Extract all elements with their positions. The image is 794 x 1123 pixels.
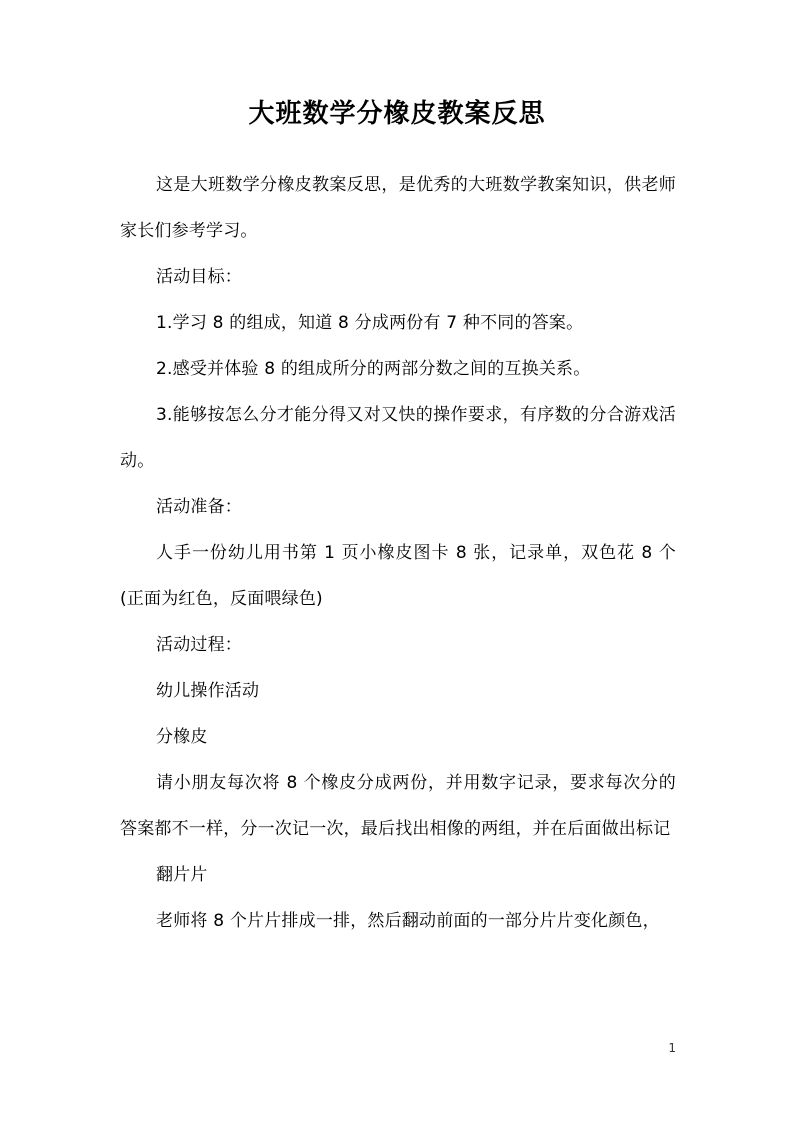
heading-activity-preparation: 活动准备： xyxy=(156,497,242,517)
heading-activity-goals: 活动目标： xyxy=(156,267,242,287)
subheading-flip-cards: 翻片片 xyxy=(156,865,208,885)
document-body xyxy=(120,162,676,944)
paragraph-divide-erasers: 请小朋友每次将 8 个橡皮分成两份，并用数字记录，要求每次分的答案都不一样，分一次记一次，最后找出相像的两组，并在后面做出标记 xyxy=(120,773,676,839)
subheading-child-operation: 幼儿操作活动 xyxy=(156,681,260,701)
paragraph-intro: 这是大班数学分橡皮教案反思，是优秀的大班数学教案知识，供老师家长们参考学习。 xyxy=(120,175,676,241)
paragraph-preparation: 人手一份幼儿用书第 1 页小橡皮图卡 8 张，记录单，双色花 8 个(正面为红色，反面喂绿色) xyxy=(120,543,676,609)
goal-item-1: 1.学习 8 的组成，知道 8 分成两份有 7 种不同的答案。 xyxy=(156,313,584,333)
page-number: 1 xyxy=(668,1041,676,1055)
paragraph-flip-cards: 老师将 8 个片片排成一排，然后翻动前面的一部分片片变化颜色， xyxy=(156,911,660,931)
document-title: 大班数学分橡皮教案反思 xyxy=(248,99,546,129)
goal-item-2: 2.感受并体验 8 的组成所分的两部分数之间的互换关系。 xyxy=(156,359,591,379)
goal-item-3: 3.能够按怎么分才能分得又对又快的操作要求，有序数的分合游戏活动。 xyxy=(120,405,676,471)
subheading-divide-erasers: 分橡皮 xyxy=(156,727,208,747)
heading-activity-process: 活动过程： xyxy=(156,635,242,655)
